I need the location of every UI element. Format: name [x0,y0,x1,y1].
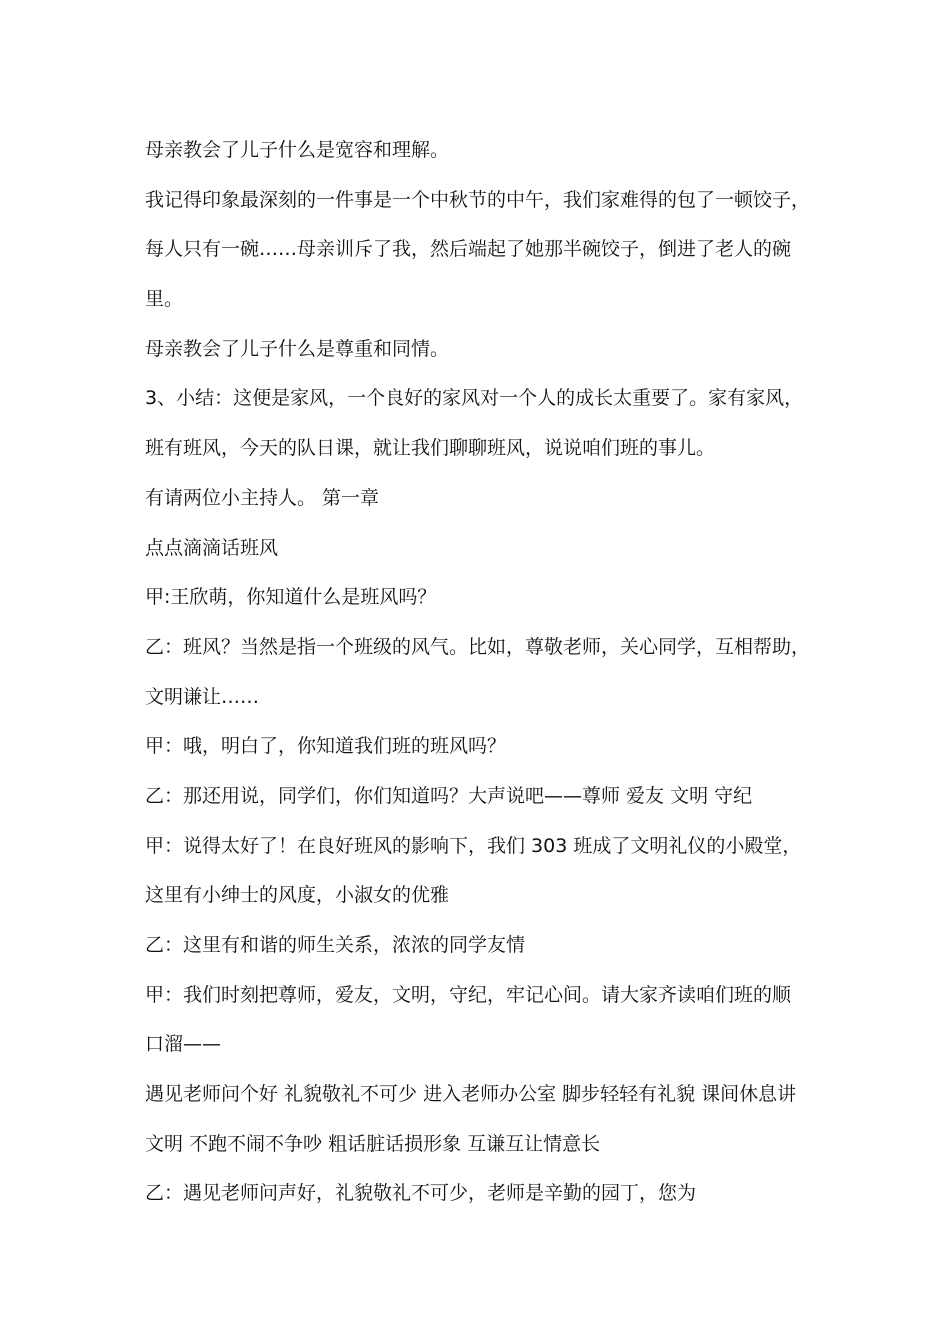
rhyme-line: 遇见老师问个好 礼貌敬礼不可少 进入老师办公室 脚步轻轻有礼貌 课间休息讲 [145,1083,797,1106]
text-line: 母亲教会了儿子什么是宽容和理解。 [145,139,450,161]
dialogue-line: 甲：我们时刻把尊师，爱友，文明，守纪，牢记心间。请大家齐读咱们班的顺 [145,983,792,1006]
text-line: 有请两位小主持人。 第一章 [145,486,380,509]
chapter-title: 点点滴滴话班风 [145,536,279,559]
rhyme-line: 文明 不跑不闹不争吵 粗话脏话损形象 互谦互让情意长 [145,1132,601,1155]
document-body [145,134,825,1227]
text-line: 母亲教会了儿子什么是尊重和同情。 [145,337,450,360]
text-line: 我记得印象最深刻的一件事是一个中秋节的中午，我们家难得的包了一顿饺子， [145,188,811,211]
dialogue-line: 乙：班风？当然是指一个班级的风气。比如，尊敬老师，关心同学，互相帮助， [145,635,811,658]
text-line: 每人只有一碗……母亲训斥了我，然后端起了她那半碗饺子，倒进了老人的碗 [145,238,792,261]
dialogue-line: 乙：这里有和谐的师生关系，浓浓的同学友情 [145,934,526,956]
dialogue-line: 乙：遇见老师问声好，礼貌敬礼不可少，老师是辛勤的园丁，您为 [145,1182,697,1205]
dialogue-line: 甲：说得太好了！在良好班风的影响下，我们 303 班成了文明礼仪的小殿堂， [145,834,802,857]
text-line: 班有班风，今天的队日课，就让我们聊聊班风，说说咱们班的事儿。 [145,437,716,460]
dialogue-line: 甲：哦，明白了，你知道我们班的班风吗？ [145,735,507,758]
dialogue-line: 乙：那还用说，同学们，你们知道吗？大声说吧——尊师 爱友 文明 守纪 [145,784,753,807]
dialogue-line: 文明谦让…… [145,685,260,708]
text-line: 里。 [145,288,184,311]
dialogue-line: 这里有小绅士的风度，小淑女的优雅 [145,884,450,907]
dialogue-line: 甲:王欣萌，你知道什么是班风吗？ [145,586,437,609]
section-summary-line: 3、小结：这便是家风，一个良好的家风对一个人的成长太重要了。家有家风， [145,387,804,410]
dialogue-line: 口溜—— [145,1033,222,1056]
